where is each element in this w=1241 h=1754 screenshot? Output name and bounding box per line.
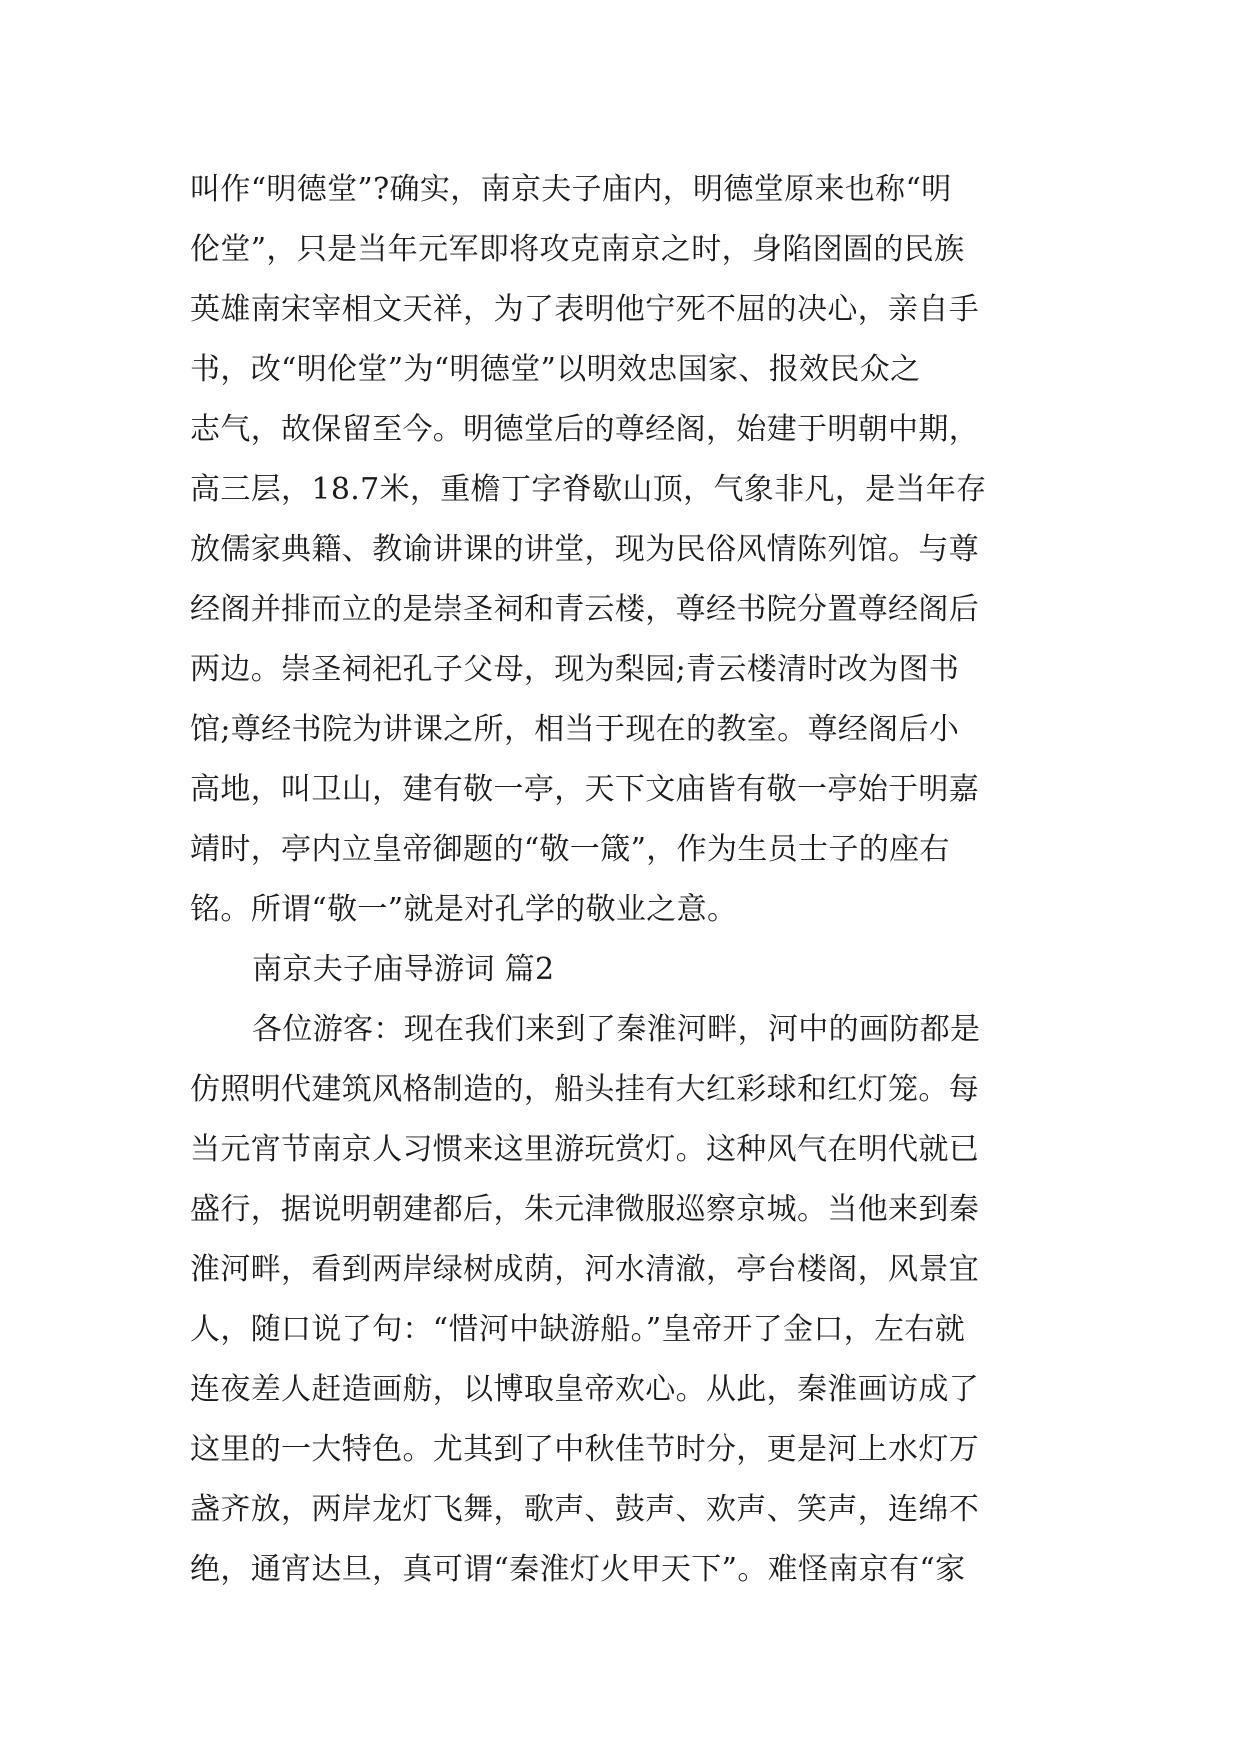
paragraph-2: [190, 1000, 1070, 1600]
text-line: 高地，叫卫山，建有敬一亭，天下文庙皆有敬一亭始于明嘉: [190, 772, 980, 807]
text-line: 书，改“明伦堂”为“明德堂”以明效忠国家、报效民众之: [190, 352, 921, 387]
text-line: 志气，故保留至今。明德堂后的尊经阁，始建于明朝中期，: [190, 412, 980, 447]
text-line: 高三层，18.7米，重檐丁字脊歇山顶，气象非凡，是当年存: [190, 472, 987, 507]
text-line: 铭。所谓“敬一”就是对孔学的敬业之意。: [190, 892, 738, 927]
text-line: 叫作“明德堂”?确实，南京夫子庙内，明德堂原来也称“明: [190, 172, 952, 207]
text-line: 馆;尊经书院为讲课之所，相当于现在的教室。尊经阁后小: [190, 712, 960, 747]
paragraph-1: [190, 160, 1070, 940]
section-heading: 南京夫子庙导游词 篇2: [252, 952, 555, 987]
text-line: 靖时，亭内立皇帝御题的“敬一箴”，作为生员士子的座右: [190, 832, 950, 867]
text-line: 仿照明代建筑风格制造的，船头挂有大红彩球和红灯笼。每: [190, 1072, 980, 1107]
document-body: [190, 160, 1070, 1600]
text-line: 人，随口说了句：“惜河中缺游船。”皇帝开了金口，左右就: [190, 1312, 966, 1347]
text-line: 各位游客：现在我们来到了秦淮河畔，河中的画防都是: [252, 1012, 981, 1047]
text-line: 这里的一大特色。尤其到了中秋佳节时分，更是河上水灯万: [190, 1432, 980, 1467]
text-line: 当元宵节南京人习惯来这里游玩赏灯。这种风气在明代就已: [190, 1132, 980, 1167]
text-line: 淮河畔，看到两岸绿树成荫，河水清澈，亭台楼阁，风景宜: [190, 1252, 980, 1287]
text-line: 绝，通宵达旦，真可谓“秦淮灯火甲天下”。难怪南京有“家: [190, 1552, 966, 1587]
text-line: 盏齐放，两岸龙灯飞舞，歌声、鼓声、欢声、笑声，连绵不: [190, 1492, 980, 1527]
text-line: 盛行，据说明朝建都后，朱元津微服巡察京城。当他来到秦: [190, 1192, 980, 1227]
text-line: 放儒家典籍、教谕讲课的讲堂，现为民俗风情陈列馆。与尊: [190, 532, 980, 567]
text-line: 伦堂”，只是当年元军即将攻克南京之时，身陷囹圄的民族: [190, 232, 965, 267]
text-line: 经阁并排而立的是崇圣祠和青云楼，尊经书院分置尊经阁后: [190, 592, 980, 627]
text-line: 英雄南宋宰相文天祥，为了表明他宁死不屈的决心，亲自手: [190, 292, 980, 327]
text-line: 两边。崇圣祠祀孔子父母，现为梨园;青云楼清时改为图书: [190, 652, 960, 687]
text-line: 连夜差人赶造画舫，以博取皇帝欢心。从此，秦淮画访成了: [190, 1372, 980, 1407]
